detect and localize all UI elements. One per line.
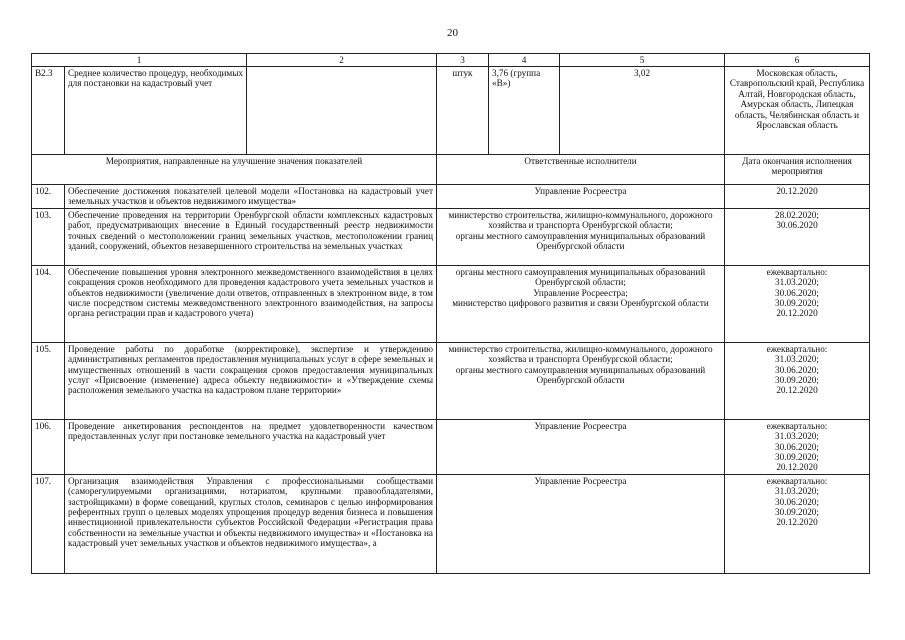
table-row: [32, 342, 870, 419]
deadline-date: ежеквартально:: [766, 475, 828, 486]
row-number: 102.: [32, 185, 65, 209]
responsible-cell: [437, 342, 725, 419]
deadline-date: 30.09.2020;: [775, 507, 819, 518]
deadline-date: 31.03.2020;: [775, 486, 819, 497]
deadline-date: 20.12.2020: [776, 186, 818, 196]
indicator-regions: Московская область, Ставропольский край, Республика Алтай, Новгородская область, Амурская область, Липецкая область, Челябинская область и Ярославская область: [725, 67, 870, 155]
responsible-line: Управление Росреестра: [534, 186, 627, 196]
deadline-date: 20.12.2020: [776, 462, 818, 473]
responsible-line: министерство строительства, жилищно-коммунального, дорожного хозяйства и транспорта Оренбургской области;: [448, 209, 713, 231]
table-row: [32, 419, 870, 474]
deadline-date: ежеквартально:: [766, 343, 828, 354]
row-number: 103.: [32, 208, 65, 265]
measure-text: Обеспечение проведения на территории Оренбургской области комплексных кадастровых работ, предусматривающих внесение в Единый государственный реестр недвижимости точных сведений о местоположении границ земельных участков, местоположении границ зданий, сооружений, объектов незавершенного строительства на земельных участках: [65, 208, 437, 265]
responsible-line: министерство цифрового развития и связи Оренбургской области: [452, 298, 709, 309]
column-number: 1: [32, 54, 247, 67]
measure-text: Организация взаимодействия Управления с профессиональными сообществами (саморегулируемыми организациями, нотариатом, крупными правообладателями, застройщиками) в форме совещаний, круглых столов, семинаров с целью информирования референтных групп о целевых моделях упрощения процедур ведения бизнеса и повышения инвестиционной привлекательности субъектов Российской Федерации «Регистрация права собственности на земельные участки и объекты недвижимого имущества» и «Постановка на кадастровый учет земельных участков и объектов недвижимого имущества», а: [65, 474, 437, 573]
deadline-header: Дата окончания исполнения мероприятия: [725, 155, 870, 185]
responsible-line: органы местного самоуправления муниципальных образований Оренбургской области: [455, 364, 706, 386]
indicator-code: В2.3: [32, 67, 65, 155]
deadline-date: ежеквартально:: [766, 266, 828, 277]
deadline-date: 31.03.2020;: [775, 277, 819, 288]
measures-header-row: [32, 155, 870, 185]
page-number: 20: [447, 27, 458, 39]
indicator-empty-cell: [247, 67, 437, 155]
deadline-cell: [725, 474, 870, 573]
deadline-date: 20.12.2020: [776, 517, 818, 528]
indicator-row: [32, 67, 870, 155]
responsible-line: Управление Росреестра;: [533, 287, 628, 298]
deadline-cell: [725, 185, 870, 209]
column-number-row: [32, 54, 870, 67]
indicator-unit: штук: [437, 67, 489, 155]
responsible-line: органы местного самоуправления муниципальных образований Оренбургской области: [455, 230, 706, 252]
deadline-cell: [725, 419, 870, 474]
deadline-cell: [725, 342, 870, 419]
deadline-date: 31.03.2020;: [775, 431, 819, 442]
column-number: 3: [437, 54, 489, 67]
responsible-line: Управление Росреестра: [534, 420, 627, 431]
measure-text: Проведение анкетирования респондентов на предмет удовлетворенности качеством предоставленных услуг при постановке земельного участка на кадастровый учет: [65, 419, 437, 474]
deadline-date: 30.09.2020;: [775, 298, 819, 309]
responsible-header: Ответственные исполнители: [437, 155, 725, 185]
measure-text: Обеспечение повышения уровня электронного межведомственного взаимодействия в целях сокращения сроков необходимого для проведения кадастрового учета земельных участков и объектов недвижимости (увеличение доли ответов, отправленных в электронном виде, в том числе посредством системы межведомственного электронного взаимодействия, на запросы органа регистрации прав и кадастрового учета): [65, 265, 437, 342]
indicator-name: Среднее количество процедур, необходимых для постановки на кадастровый учет: [65, 67, 247, 155]
column-number: 2: [247, 54, 437, 67]
responsible-cell: [437, 474, 725, 573]
row-number: 106.: [32, 419, 65, 474]
table-row: [32, 474, 870, 573]
responsible-cell: [437, 419, 725, 474]
responsible-line: Управление Росреестра: [534, 475, 627, 486]
deadline-date: 20.12.2020: [776, 385, 818, 396]
deadline-cell: [725, 208, 870, 265]
row-number: 105.: [32, 342, 65, 419]
responsible-cell: [437, 208, 725, 265]
deadline-date: 30.06.2020;: [775, 441, 819, 452]
column-number: 5: [560, 54, 725, 67]
row-number: 107.: [32, 474, 65, 573]
row-number: 104.: [32, 265, 65, 342]
measure-text: Проведение работы по доработке (корректировке), экспертизе и утверждению административных регламентов предоставления муниципальных услуг в сфере земельных и имущественных отношений в части сокращения сроков предоставления муниципальных услуг «Присвоение (изменение) адреса объекту недвижимости» и «Утверждение схемы расположения земельного участка на кадастровом плане территории»: [65, 342, 437, 419]
deadline-date: ежеквартально:: [766, 420, 828, 431]
deadline-date: 30.06.2020;: [775, 287, 819, 298]
table-row: [32, 208, 870, 265]
indicator-baseline: 3,76 (группа «В»): [489, 67, 560, 155]
measure-text: Обеспечение достижения показателей целевой модели «Постановка на кадастровый учет земельных участков и объектов недвижимого имущества»: [65, 185, 437, 209]
measures-table: [31, 53, 870, 574]
deadline-date: 30.06.2020: [776, 220, 818, 231]
table-row: [32, 265, 870, 342]
measures-header: Мероприятия, направленные на улучшение значения показателей: [32, 155, 437, 185]
responsible-cell: [437, 185, 725, 209]
deadline-date: 20.12.2020: [776, 308, 818, 319]
indicator-target: 3,02: [560, 67, 725, 155]
deadline-date: 30.06.2020;: [775, 364, 819, 375]
deadline-date: 31.03.2020;: [775, 354, 819, 365]
deadline-cell: [725, 265, 870, 342]
responsible-line: министерство строительства, жилищно-коммунального, дорожного хозяйства и транспорта Оренбургской области;: [448, 343, 713, 365]
deadline-date: 28.02.2020;: [775, 209, 819, 220]
column-number: 4: [489, 54, 560, 67]
table-row: [32, 185, 870, 209]
deadline-date: 30.09.2020;: [775, 375, 819, 386]
responsible-line: органы местного самоуправления муниципальных образований Оренбургской области;: [455, 266, 706, 288]
deadline-date: 30.09.2020;: [775, 452, 819, 463]
responsible-cell: [437, 265, 725, 342]
deadline-date: 30.06.2020;: [775, 496, 819, 507]
column-number: 6: [725, 54, 870, 67]
